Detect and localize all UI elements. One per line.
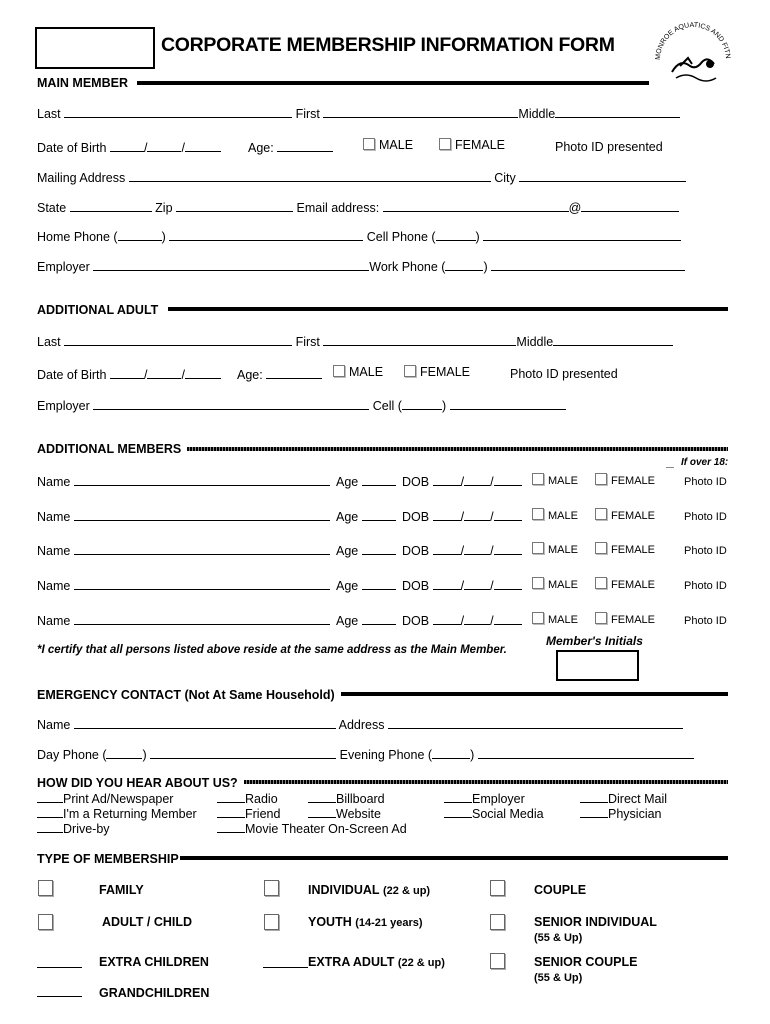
hear-option-label: Physician	[608, 807, 662, 821]
label-name: Name	[37, 475, 71, 489]
hear-option-line[interactable]	[444, 792, 472, 803]
emergency-name-row	[37, 717, 683, 732]
label-dob: Date of Birth	[37, 141, 107, 155]
slash: /	[460, 510, 465, 524]
home-area-input[interactable]	[118, 229, 162, 241]
section-rule	[168, 307, 728, 311]
member-age-input[interactable]	[362, 474, 396, 486]
male-checkbox[interactable]	[532, 542, 544, 554]
section-rule	[341, 692, 728, 696]
main-first-input[interactable]	[323, 106, 518, 118]
header-id-box[interactable]	[35, 27, 155, 69]
female-checkbox[interactable]	[404, 365, 416, 377]
cell-phone-input[interactable]	[483, 229, 681, 241]
label-age: Age	[336, 579, 359, 593]
family-label: FAMILY	[99, 883, 144, 897]
mailing-input[interactable]	[129, 170, 491, 182]
senior-couple-checkbox[interactable]	[490, 953, 505, 969]
main-age	[248, 140, 333, 155]
label-last: Last	[37, 335, 61, 349]
senior-individual-checkbox[interactable]	[490, 914, 505, 930]
label-dob: Date of Birth	[37, 368, 107, 382]
extra-children-line[interactable]	[37, 967, 82, 968]
member-name-input[interactable]	[74, 543, 330, 555]
employer-input[interactable]	[93, 259, 369, 271]
main-state-row	[37, 200, 679, 215]
label-male: MALE	[548, 544, 578, 556]
individual-checkbox[interactable]	[264, 880, 279, 896]
paren: )	[470, 748, 475, 762]
extra-adult-label	[308, 955, 445, 969]
label-cell: Cell (	[372, 399, 402, 413]
grandchildren-line[interactable]	[37, 996, 82, 997]
label-email: Email address:	[296, 201, 380, 215]
hear-option[interactable]	[580, 792, 667, 806]
senior-individual-note: (55 & Up)	[534, 932, 583, 944]
email-domain-input[interactable]	[581, 200, 679, 212]
emergency-name-input[interactable]	[74, 717, 336, 729]
paren: )	[475, 230, 480, 244]
adult-age	[237, 367, 322, 382]
male-checkbox[interactable]	[532, 473, 544, 485]
hear-option-label: Direct Mail	[608, 792, 668, 806]
member-age-input[interactable]	[362, 509, 396, 521]
family-checkbox[interactable]	[38, 880, 53, 896]
adult-dob-row	[37, 367, 221, 382]
male-checkbox[interactable]	[532, 577, 544, 589]
member-dob	[402, 543, 522, 558]
label-male: MALE	[548, 510, 578, 522]
member-male[interactable]	[532, 612, 578, 626]
hear-option[interactable]	[37, 822, 110, 836]
member-female[interactable]	[595, 612, 655, 626]
member-dob	[402, 578, 522, 593]
slash: /	[143, 141, 148, 155]
senior-couple-note: (55 & Up)	[534, 972, 583, 984]
hear-option-line[interactable]	[308, 807, 336, 818]
label-employer: Employer	[37, 260, 90, 274]
individual-label	[308, 883, 430, 897]
hear-option[interactable]	[444, 792, 525, 806]
member-dob	[402, 474, 522, 489]
label-evening-phone: Evening Phone (	[339, 748, 433, 762]
slash: /	[143, 368, 148, 382]
if-over-18-note: If over 18:	[681, 457, 729, 468]
adult-middle-input[interactable]	[553, 334, 673, 346]
section-rule	[187, 447, 728, 451]
youth-checkbox[interactable]	[264, 914, 279, 930]
dob-year[interactable]	[185, 367, 221, 379]
dob-day[interactable]	[464, 613, 490, 625]
section-rule	[244, 780, 728, 784]
slash: /	[181, 141, 185, 155]
day-area-input[interactable]	[106, 747, 142, 759]
male-checkbox[interactable]	[363, 138, 375, 150]
member-female[interactable]	[595, 473, 655, 487]
slash: /	[490, 475, 494, 489]
section-rule	[137, 81, 649, 85]
hear-option[interactable]	[217, 822, 407, 836]
member-age	[336, 613, 396, 628]
cell-area-input[interactable]	[436, 229, 476, 241]
adult-first-input[interactable]	[323, 334, 516, 346]
hear-option-label: Drive-by	[63, 822, 110, 836]
dob-day[interactable]	[147, 140, 181, 152]
individual-text: INDIVIDUAL	[308, 883, 380, 897]
hear-option-line[interactable]	[217, 792, 245, 803]
hear-option-label: Movie Theater On-Screen Ad	[245, 822, 407, 836]
dob-month[interactable]	[433, 613, 461, 625]
member-male[interactable]	[532, 508, 578, 522]
label-male: MALE	[349, 365, 384, 379]
slash: /	[460, 544, 465, 558]
label-dob: DOB	[402, 544, 430, 558]
member-age	[336, 474, 396, 489]
main-name-row	[37, 106, 680, 121]
label-cell-phone: Cell Phone (	[366, 230, 436, 244]
member-row	[37, 613, 330, 628]
main-female[interactable]	[439, 138, 505, 152]
city-input[interactable]	[519, 170, 686, 182]
extra-adult-text: EXTRA ADULT	[308, 955, 395, 969]
paren: )	[441, 399, 447, 413]
hear-option-line[interactable]	[37, 822, 63, 833]
member-age	[336, 578, 396, 593]
evening-phone-input[interactable]	[478, 747, 694, 759]
hear-option[interactable]	[37, 807, 197, 821]
adult-female[interactable]	[404, 365, 470, 379]
dob-day[interactable]	[464, 509, 490, 521]
home-phone-input[interactable]	[169, 229, 363, 241]
member-age	[336, 543, 396, 558]
hear-option-line[interactable]	[444, 807, 472, 818]
individual-note: (22 & up)	[383, 885, 431, 897]
label-age: Age	[336, 475, 359, 489]
adult-cell-input[interactable]	[450, 398, 566, 410]
main-phone-row	[37, 229, 681, 244]
hear-option-label: Employer	[472, 792, 525, 806]
dob-month[interactable]	[433, 543, 461, 555]
label-name: Name	[37, 510, 71, 524]
hear-option-label: Print Ad/Newspaper	[63, 792, 174, 806]
section-rule	[180, 856, 728, 860]
hear-option[interactable]	[580, 807, 662, 821]
member-photo-id: Photo ID	[684, 545, 727, 557]
female-checkbox[interactable]	[595, 473, 607, 485]
female-checkbox[interactable]	[595, 508, 607, 520]
adult-male[interactable]	[333, 365, 383, 379]
main-photo-id: Photo ID presented	[555, 140, 663, 154]
main-age-input[interactable]	[277, 140, 333, 152]
adult-employer-input[interactable]	[93, 398, 369, 410]
label-female: FEMALE	[420, 365, 471, 379]
label-name: Name	[37, 614, 71, 628]
label-male: MALE	[379, 138, 414, 152]
member-name-input[interactable]	[74, 509, 330, 521]
main-employer-row	[37, 259, 685, 274]
dob-month[interactable]	[433, 474, 461, 486]
email-user-input[interactable]	[383, 200, 569, 212]
member-dob	[402, 509, 522, 524]
member-female[interactable]	[595, 577, 655, 591]
member-photo-id: Photo ID	[684, 580, 727, 592]
label-name: Name	[37, 544, 71, 558]
label-male: MALE	[548, 475, 578, 487]
label-dob: DOB	[402, 579, 430, 593]
label-work-phone: Work Phone (	[369, 260, 446, 274]
section-additional-adult: ADDITIONAL ADULT	[37, 303, 159, 317]
female-checkbox[interactable]	[595, 577, 607, 589]
hear-option[interactable]	[217, 807, 280, 821]
paren: )	[142, 748, 147, 762]
dob-month[interactable]	[110, 367, 144, 379]
label-address: Address	[338, 718, 385, 732]
label-name: Name	[37, 579, 71, 593]
adult-name-row	[37, 334, 673, 349]
label-age: Age:	[237, 368, 263, 382]
dob-day[interactable]	[464, 543, 490, 555]
main-middle-input[interactable]	[555, 106, 680, 118]
dob-month[interactable]	[433, 509, 461, 521]
label-day-phone: Day Phone (	[37, 748, 107, 762]
logo-text: MONROE AQUATICS AND FITN	[654, 21, 732, 61]
main-mailing-row	[37, 170, 686, 185]
initials-label: Member's Initials	[546, 634, 643, 648]
dob-day[interactable]	[147, 367, 181, 379]
dob-year[interactable]	[494, 613, 522, 625]
label-state: State	[37, 201, 67, 215]
dob-year[interactable]	[494, 578, 522, 590]
dob-day[interactable]	[464, 474, 490, 486]
member-female[interactable]	[595, 508, 655, 522]
slash: /	[181, 368, 185, 382]
emergency-phone-row	[37, 747, 694, 762]
slash: /	[490, 544, 494, 558]
label-dob: DOB	[402, 510, 430, 524]
section-hear: HOW DID YOU HEAR ABOUT US?	[37, 776, 238, 790]
hear-option[interactable]	[308, 792, 385, 806]
label-dob: DOB	[402, 614, 430, 628]
label-female: FEMALE	[455, 138, 506, 152]
dob-year[interactable]	[494, 543, 522, 555]
label-dob: DOB	[402, 475, 430, 489]
initials-box[interactable]	[556, 650, 639, 681]
adult-cell-area-input[interactable]	[402, 398, 442, 410]
adult-age-input[interactable]	[266, 367, 322, 379]
adult-child-label: ADULT / CHILD	[102, 915, 193, 929]
work-phone-input[interactable]	[491, 259, 685, 271]
slash: /	[460, 475, 465, 489]
hear-option-label: Social Media	[472, 807, 544, 821]
label-home-phone: Home Phone (	[37, 230, 118, 244]
member-male[interactable]	[532, 577, 578, 591]
adult-child-checkbox[interactable]	[38, 914, 53, 930]
label-female: FEMALE	[611, 614, 656, 626]
member-row	[37, 474, 330, 489]
label-female: FEMALE	[611, 579, 656, 591]
slash: /	[490, 510, 494, 524]
label-male: MALE	[548, 579, 578, 591]
member-row	[37, 509, 330, 524]
hear-option[interactable]	[37, 792, 173, 806]
certify-text: *I certify that all persons listed above reside at the same address as the Main Member.	[37, 644, 507, 656]
dash-mark	[666, 467, 674, 468]
slash: /	[490, 579, 494, 593]
label-name: Name	[37, 718, 71, 732]
hear-option[interactable]	[444, 807, 544, 821]
label-middle: Middle	[518, 107, 556, 121]
youth-label	[308, 915, 423, 929]
slash: /	[460, 579, 465, 593]
label-first: First	[295, 335, 320, 349]
hear-option-line[interactable]	[217, 822, 245, 833]
main-dob-row	[37, 140, 221, 155]
hear-option-label: Friend	[245, 807, 281, 821]
adult-photo-id: Photo ID presented	[510, 367, 618, 381]
female-checkbox[interactable]	[439, 138, 451, 150]
label-middle: Middle	[516, 335, 554, 349]
male-checkbox[interactable]	[532, 612, 544, 624]
member-name-input[interactable]	[74, 578, 330, 590]
member-photo-id: Photo ID	[684, 476, 727, 488]
work-area-input[interactable]	[445, 259, 483, 271]
hear-option-line[interactable]	[217, 807, 245, 818]
slash: /	[460, 614, 465, 628]
section-emergency: EMERGENCY CONTACT (Not At Same Household)	[37, 688, 335, 702]
hear-option-label: Radio	[245, 792, 278, 806]
emergency-address-input[interactable]	[388, 717, 683, 729]
member-age	[336, 509, 396, 524]
evening-area-input[interactable]	[432, 747, 470, 759]
section-main-member: MAIN MEMBER	[37, 76, 128, 90]
female-checkbox[interactable]	[595, 542, 607, 554]
slash: /	[490, 614, 494, 628]
paren: )	[161, 230, 166, 244]
svg-text:MONROE AQUATICS AND FITNESS CE	[650, 20, 731, 60]
label-age: Age	[336, 614, 359, 628]
hear-option-label: Billboard	[336, 792, 385, 806]
dob-year[interactable]	[185, 140, 221, 152]
logo	[650, 20, 736, 90]
member-name-input[interactable]	[74, 474, 330, 486]
hear-option[interactable]	[308, 807, 381, 821]
grandchildren-label: GRANDCHILDREN	[99, 986, 210, 1000]
hear-option-line[interactable]	[37, 807, 63, 818]
label-age: Age	[336, 544, 359, 558]
male-checkbox[interactable]	[333, 365, 345, 377]
female-checkbox[interactable]	[595, 612, 607, 624]
label-first: First	[295, 107, 320, 121]
dob-year[interactable]	[494, 474, 522, 486]
label-city: City	[494, 171, 516, 185]
member-age-input[interactable]	[362, 578, 396, 590]
label-male: MALE	[548, 614, 578, 626]
adult-last-input[interactable]	[64, 334, 292, 346]
state-input[interactable]	[70, 200, 152, 212]
label-mailing: Mailing Address	[37, 171, 126, 185]
label-age: Age:	[248, 141, 274, 155]
section-membership: TYPE OF MEMBERSHIP	[37, 852, 179, 866]
couple-checkbox[interactable]	[490, 880, 505, 896]
label-female: FEMALE	[611, 510, 656, 522]
hear-option-line[interactable]	[580, 807, 608, 818]
member-age-input[interactable]	[362, 613, 396, 625]
male-checkbox[interactable]	[532, 508, 544, 520]
member-age-input[interactable]	[362, 543, 396, 555]
at-sign: @	[568, 201, 582, 215]
hear-option[interactable]	[217, 792, 278, 806]
zip-input[interactable]	[176, 200, 293, 212]
extra-adult-line[interactable]	[263, 967, 308, 968]
section-additional-members: ADDITIONAL MEMBERS	[37, 442, 182, 456]
member-female[interactable]	[595, 542, 655, 556]
dob-month[interactable]	[110, 140, 144, 152]
member-row	[37, 543, 330, 558]
label-age: Age	[336, 510, 359, 524]
couple-label: COUPLE	[534, 883, 587, 897]
hear-option-label: Website	[336, 807, 381, 821]
paren: )	[483, 260, 488, 274]
adult-employer-row	[37, 398, 566, 413]
youth-note: (14-21 years)	[355, 917, 423, 929]
member-photo-id: Photo ID	[684, 615, 727, 627]
extra-adult-note: (22 & up)	[397, 957, 445, 969]
dob-day[interactable]	[464, 578, 490, 590]
label-female: FEMALE	[611, 475, 656, 487]
page-title: CORPORATE MEMBERSHIP INFORMATION FORM	[161, 34, 615, 56]
member-male[interactable]	[532, 473, 578, 487]
senior-individual-label: SENIOR INDIVIDUAL	[534, 915, 657, 929]
extra-children-label: EXTRA CHILDREN	[99, 955, 209, 969]
member-row	[37, 578, 330, 593]
hear-option-line[interactable]	[580, 792, 608, 803]
label-female: FEMALE	[611, 544, 656, 556]
hear-option-line[interactable]	[308, 792, 336, 803]
label-employer: Employer	[37, 399, 90, 413]
member-name-input[interactable]	[74, 613, 330, 625]
main-last-input[interactable]	[64, 106, 292, 118]
hear-option-line[interactable]	[37, 792, 63, 803]
main-male[interactable]	[363, 138, 413, 152]
hear-option-label: I'm a Returning Member	[63, 807, 197, 821]
label-zip: Zip	[155, 201, 173, 215]
member-dob	[402, 613, 522, 628]
label-last: Last	[37, 107, 61, 121]
senior-couple-label: SENIOR COUPLE	[534, 955, 638, 969]
member-male[interactable]	[532, 542, 578, 556]
day-phone-input[interactable]	[150, 747, 336, 759]
youth-text: YOUTH	[308, 915, 352, 929]
dob-year[interactable]	[494, 509, 522, 521]
member-photo-id: Photo ID	[684, 511, 727, 523]
dob-month[interactable]	[433, 578, 461, 590]
